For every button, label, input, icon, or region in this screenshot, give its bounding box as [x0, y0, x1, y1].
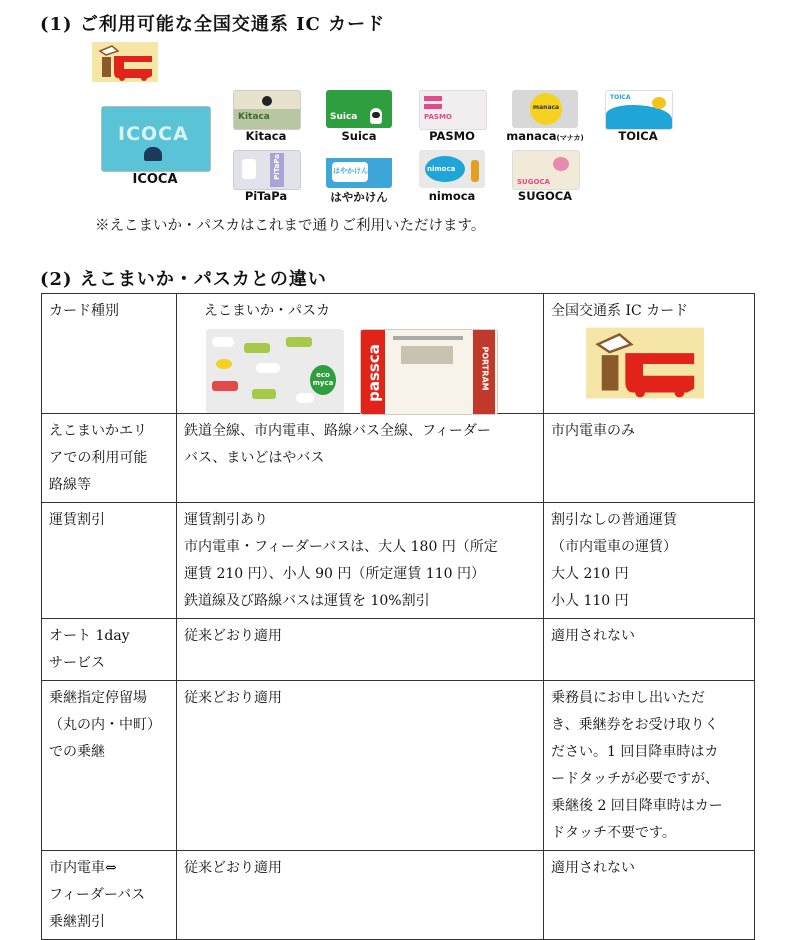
- ecomyca-card-image: eco myca: [206, 329, 344, 413]
- row-label: オート 1day サービス: [42, 619, 177, 681]
- passca-card-image: passca PORTRAM: [360, 329, 498, 415]
- toica-card-image: TOICA: [605, 90, 673, 130]
- ic-cell: 適用されない: [544, 619, 755, 681]
- ecomyca-cell: 従来どおり適用: [177, 619, 544, 681]
- header-ecomyca-passca: えこまいか・パスカ eco myca passca PORTRAM: [177, 294, 544, 414]
- row-label: えこまいかエリ アでの利用可能 路線等: [42, 414, 177, 503]
- section2-heading: (2) えこまいか・パスカとの違い: [40, 269, 327, 290]
- hayakaken-label: はやかけん: [330, 190, 388, 204]
- table-row: [42, 619, 755, 681]
- comparison-table: [41, 293, 755, 940]
- table-header-row: [42, 294, 755, 414]
- hayakaken-card-image: はやかけん: [326, 150, 392, 188]
- ecomyca-cell: 従来どおり適用: [177, 681, 544, 851]
- kitaca-label: Kitaca: [245, 129, 287, 143]
- toica-label: TOICA: [618, 129, 658, 143]
- table-row: [42, 503, 755, 619]
- ecomyca-cell: 運賃割引あり 市内電車・フィーダーバスは、大人 180 円（所定 運賃 210 円）、小人 90 円（所定運賃 110 円） 鉄道線及び路線バスは運賃を 10%割引: [177, 503, 544, 619]
- table-row: [42, 681, 755, 851]
- ic-logo-large-icon: [586, 327, 704, 399]
- row-label: 乗継指定停留場 （丸の内・中町） での乗継: [42, 681, 177, 851]
- manaca-label: manaca(マナカ): [506, 129, 584, 143]
- table-row: [42, 414, 755, 503]
- pasmo-label: PASMO: [429, 129, 475, 143]
- ecomyca-cell: 鉄道全線、市内電車、路線バス全線、フィーダー バス、まいどはやバス: [177, 414, 544, 503]
- icoca-card-image: ICOCA: [101, 106, 211, 172]
- manaca-card-image: manaca: [512, 90, 578, 128]
- sugoca-card-image: SUGOCA: [512, 150, 580, 190]
- pasmo-card-image: PASMO: [419, 90, 487, 130]
- icoca-label: ICOCA: [132, 172, 178, 187]
- header-card-type: カード種別: [42, 294, 177, 414]
- table-row: [42, 851, 755, 940]
- ic-cell: 割引なしの普通運賃 （市内電車の運賃） 大人 210 円 小人 110 円: [544, 503, 755, 619]
- sugoca-label: SUGOCA: [517, 189, 573, 203]
- ic-cell: 適用されない: [544, 851, 755, 940]
- header-national-ic: 全国交通系 IC カード: [544, 294, 755, 414]
- kitaca-card-image: Kitaca: [233, 90, 301, 130]
- availability-note: ※えこまいか・パスカはこれまで通りご利用いただけます。: [95, 218, 486, 234]
- ecomyca-cell: 従来どおり適用: [177, 851, 544, 940]
- nimoca-label: nimoca: [428, 189, 476, 203]
- row-label: 市内電車⇔ フィーダーバス 乗継割引: [42, 851, 177, 940]
- section1-heading: (1) ご利用可能な全国交通系 IC カード: [40, 14, 386, 35]
- suica-card-image: Suica: [326, 90, 392, 128]
- row-label: 運賃割引: [42, 503, 177, 619]
- ic-cell: 乗務員にお申し出いただ き、乗継券をお受け取りく ださい。1 回目降車時はカ ードタッチが必要ですが、 乗継後 2 回目降車時はカー ドタッチ不要です。: [544, 681, 755, 851]
- suica-label: Suica: [341, 129, 377, 143]
- ic-logo-icon: [92, 42, 158, 82]
- nimoca-card-image: nimoca: [419, 150, 485, 188]
- ic-cell: 市内電車のみ: [544, 414, 755, 503]
- pitapa-label: PiTaPa: [244, 189, 288, 203]
- pitapa-card-image: PiTaPa: [233, 150, 301, 190]
